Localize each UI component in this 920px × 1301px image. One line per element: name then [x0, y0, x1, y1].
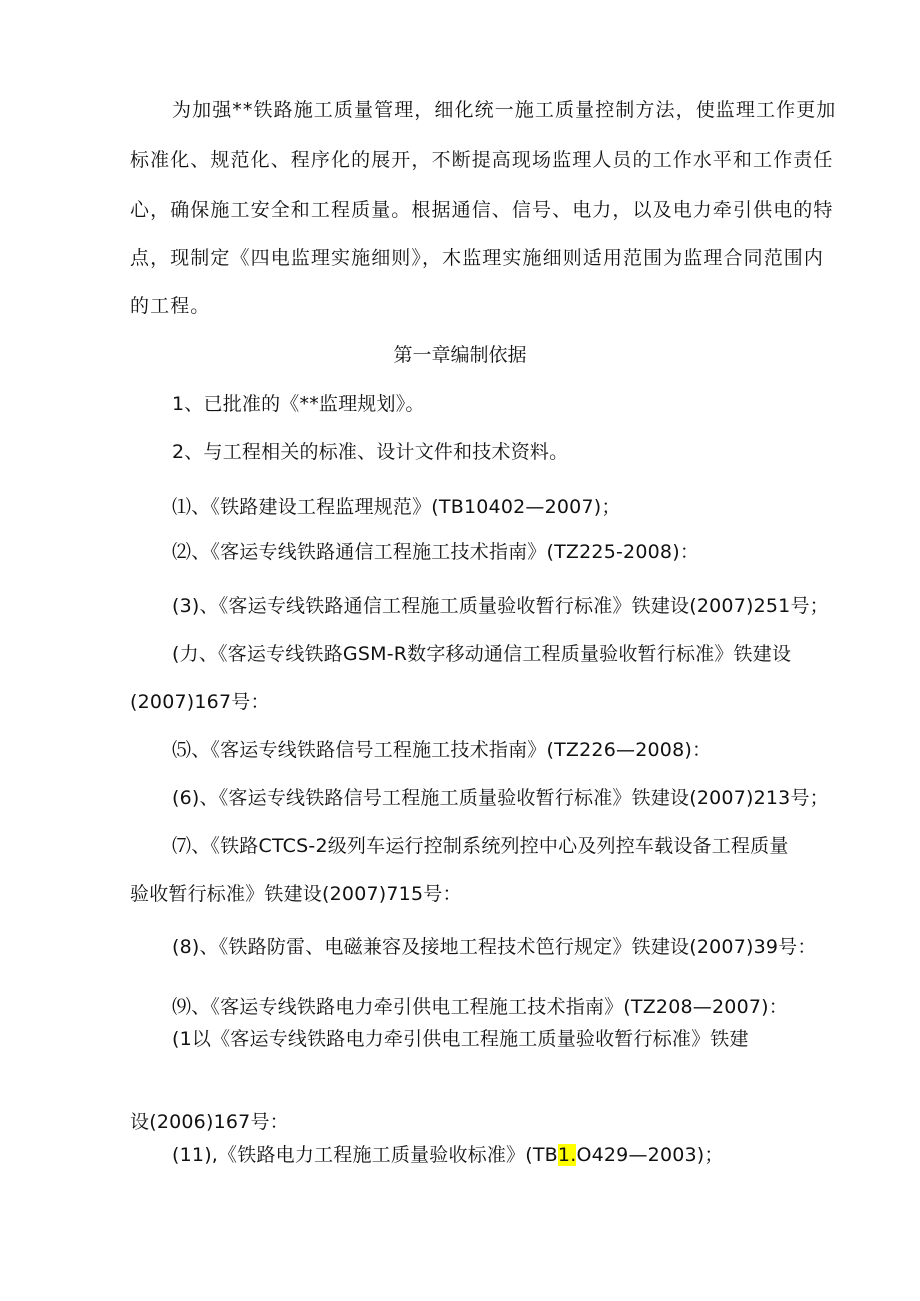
intro-line: 心，确保施工安全和工程质量。根据通信、信号、电力，以及电力牵引供电的特 [130, 199, 834, 221]
standard-item-3: (3)、《客运专线铁路通信工程施工质量验收暂行标准》铁建设(2007)251号； [172, 595, 829, 617]
basis-item-1: 1、已批准的《**监理规划》。 [172, 393, 425, 415]
standard-item-6: (6)、《客运专线铁路信号工程施工质量验收暂行标准》铁建设(2007)213号； [172, 787, 829, 809]
basis-item-2: 2、与工程相关的标准、设计文件和技术资料。 [172, 441, 569, 463]
standard-item-11-text-end: O429—2003)； [576, 1144, 724, 1166]
standard-item-2: ⑵、《客运专线铁路通信工程施工技术指南》(TZ225-2008)： [172, 541, 700, 563]
standard-item-8: (8)、《铁路防雷、电磁兼容及接地工程技术笆行规定》铁建设(2007)39号： [172, 936, 817, 958]
chapter-title: 第一章编制依据 [393, 344, 527, 366]
standard-item-11-text: (11),《铁路电力工程施工质量验收标准》(TB [172, 1144, 558, 1166]
standard-item-1: ⑴、《铁路建设工程监理规范》(TB10402—2007)； [172, 496, 621, 518]
standard-item-9: ⑼、《客运专线铁路电力牵引供电工程施工技术指南》(TZ208—2007)： [172, 996, 788, 1018]
standard-item-10: (1以《客运专线铁路电力牵引供电工程施工质量验收暂行标准》铁建 [172, 1028, 749, 1050]
standard-item-4: (力、《客运专线铁路GSM-R数字移动通信工程质量验收暂行标准》铁建设 [172, 643, 792, 665]
intro-line: 为加强**铁路施工质量管理，细化统一施工质量控制方法，使监理工作更加 [172, 99, 837, 121]
standard-item-11 [172, 1143, 724, 1167]
standard-item-5: ⑸、《客运专线铁路信号工程施工技术指南》(TZ226—2008)： [172, 739, 712, 761]
standard-item-10-cont: 设(2006)167号： [130, 1111, 289, 1133]
standard-item-7: ⑺、《铁路CTCS-2级列车运行控制系统列控中心及列控车载设备工程质量 [172, 835, 789, 857]
standard-item-4-cont: (2007)167号： [130, 691, 270, 713]
standard-item-7-cont: 验收暂行标准》铁建设(2007)715号： [130, 883, 462, 905]
highlighted-text: 1. [557, 1144, 577, 1166]
intro-line: 点，现制定《四电监理实施细则》，木监理实施细则适用范围为监理合同范围内 [130, 247, 825, 269]
intro-line: 标准化、规范化、程序化的展开，不断提高现场监理人员的工作水平和工作责任 [130, 149, 834, 171]
intro-line: 的工程。 [130, 295, 211, 317]
